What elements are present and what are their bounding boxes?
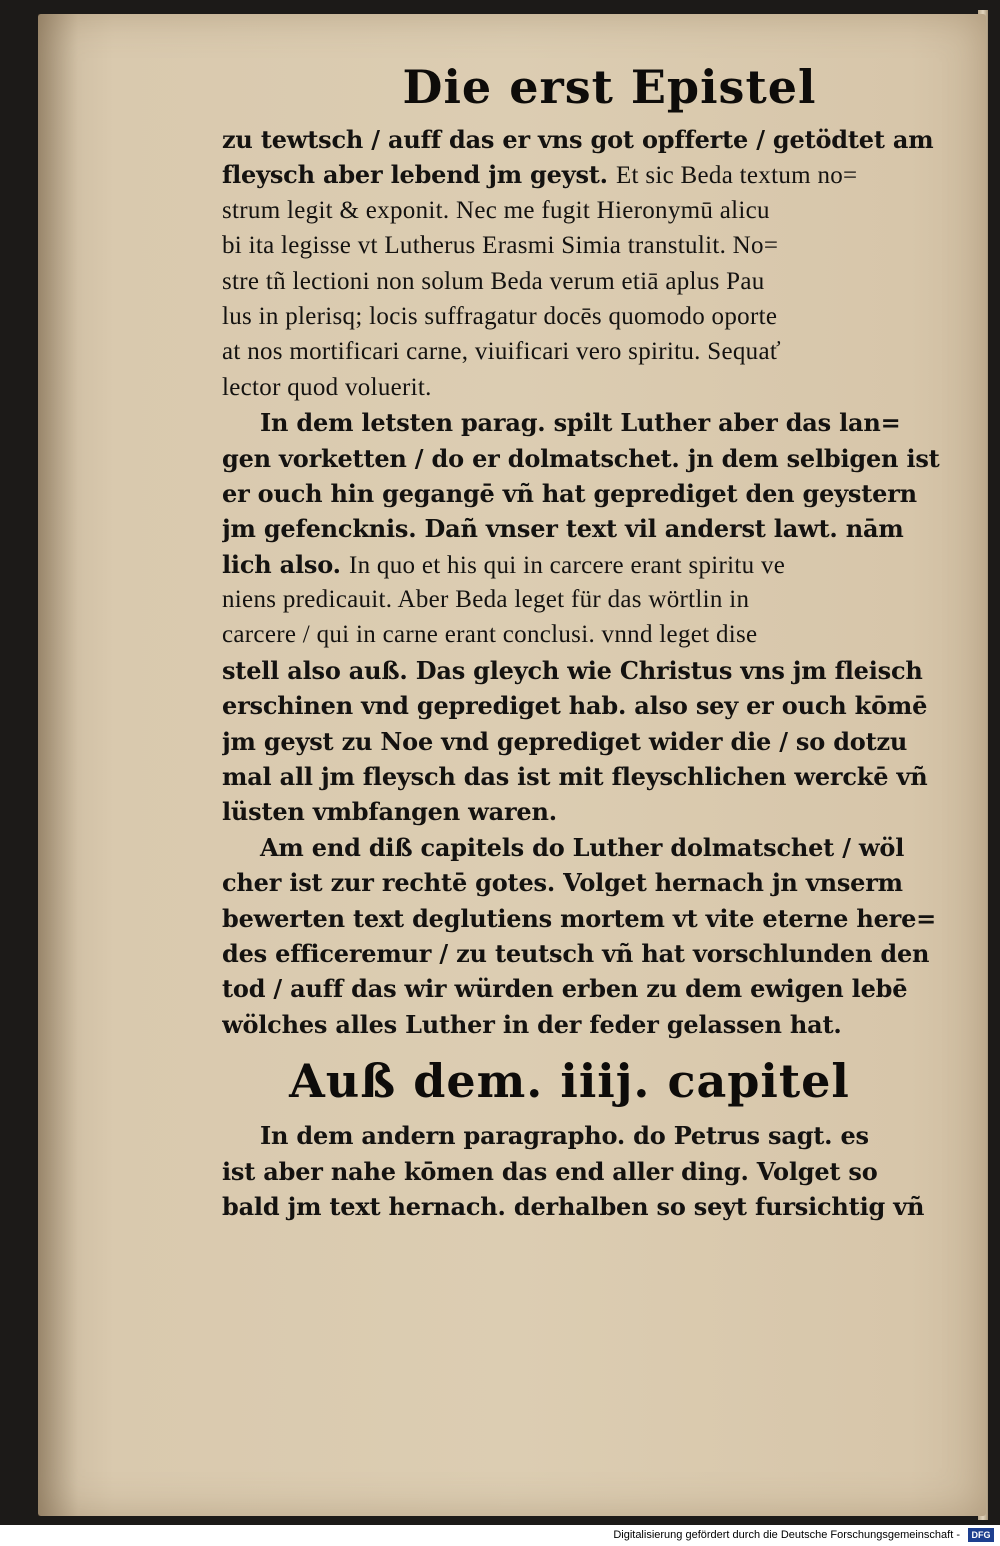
blackletter-text: fleysch aber lebend jm geyst. [222, 160, 608, 190]
final-paragraph [222, 1118, 957, 1224]
text-line [222, 1118, 957, 1153]
paragraph [222, 122, 957, 405]
latin-text: stre tñ lectioni non solum Beda verum etiā aplus Pau [222, 267, 765, 295]
text-line [222, 299, 957, 334]
text-line [222, 264, 957, 299]
text-line [222, 405, 957, 440]
blackletter-text: lich also. [222, 549, 341, 579]
text-line [222, 193, 957, 228]
text-line [222, 511, 957, 546]
text-line [222, 476, 957, 511]
text-line [222, 441, 957, 476]
blackletter-text: In dem andern paragrapho. do Petrus sagt. es [260, 1121, 869, 1151]
dfg-logo: DFG [968, 1528, 994, 1542]
blackletter-text: jm geyst zu Noe vnd geprediget wider die / so dotzu [222, 726, 908, 756]
text-line [222, 865, 957, 900]
blackletter-text: erschinen vnd geprediget hab. also sey er ouch kōmē [222, 691, 928, 721]
latin-text: at nos mortificari carne, viuificari vero spiritu. Sequať [222, 338, 781, 366]
text-line [222, 617, 957, 652]
text-line [222, 1007, 957, 1042]
blackletter-text: mal all jm fleysch das ist mit fleyschlichen werckē vñ [222, 762, 928, 792]
chapter-heading: Auß dem. iiij. capitel [289, 1054, 850, 1109]
text-line [222, 334, 957, 369]
blackletter-text: gen vorketten / do er dolmatschet. jn dem selbigen ist [222, 443, 940, 473]
latin-text: bi ita legisse vt Lutherus Erasmi Simia transtulit. No= [222, 232, 779, 260]
blackletter-text: bewerten text deglutiens mortem vt vite eterne here= [222, 903, 937, 933]
text-line [222, 1189, 957, 1224]
paragraph [222, 830, 957, 1042]
text-line [222, 582, 957, 617]
text-line [222, 971, 957, 1006]
blackletter-text: des efficeremur / zu teutsch vñ hat vorschlunden den [222, 938, 930, 968]
text-line [222, 794, 957, 829]
text-line [222, 157, 957, 192]
latin-text: carcere / qui in carne erant conclusi. vnnd leget dise [222, 621, 758, 649]
blackletter-text: zu tewtsch / auff das er vns got opfferte / getödtet am [222, 125, 934, 154]
blackletter-text: er ouch hin gegangē vñ hat geprediget den geystern [222, 478, 917, 508]
blackletter-text: tod / auff das wir würden erben zu dem ewigen lebē [222, 974, 908, 1004]
blackletter-text: jm gefencknis. Dañ vnser text vil anderst lawt. nām [222, 514, 904, 544]
footer-credit: Digitalisierung gefördert durch die Deutsche Forschungsgemeinschaft - [613, 1529, 960, 1541]
text-line [222, 936, 957, 971]
text-line [222, 547, 957, 582]
latin-text: In quo et his qui in carcere erant spiritu ve [348, 551, 786, 579]
text-line [222, 830, 957, 865]
blackletter-text: wölches alles Luther in der feder gelassen hat. [222, 1009, 842, 1039]
paragraphs [222, 122, 957, 1042]
page-text [222, 52, 957, 1224]
paragraph [222, 405, 957, 830]
latin-text: lector quod voluerit. [222, 373, 432, 401]
text-line [222, 228, 957, 263]
blackletter-text: stell also auß. Das gleych wie Christus vns jm fleisch [222, 655, 923, 685]
latin-text: strum legit & exponit. Nec me fugit Hieronymū alicu [222, 196, 770, 224]
text-line [222, 724, 957, 759]
blackletter-text: lüsten vmbfangen waren. [222, 797, 557, 827]
latin-text: Et sic Beda textum no= [615, 162, 858, 190]
text-line [222, 653, 957, 688]
blackletter-text: cher ist zur rechtē gotes. Volget hernach jn vnserm [222, 868, 903, 898]
footer-bar [0, 1525, 1000, 1546]
text-line [222, 688, 957, 723]
latin-text: lus in plerisq; locis suffragatur docēs quomodo oporte [222, 302, 778, 330]
text-line [222, 370, 957, 405]
blackletter-text: Am end diß capitels do Luther dolmatschet / wöl [260, 832, 905, 862]
text-line [222, 122, 957, 157]
text-line [222, 1154, 957, 1189]
blackletter-text: In dem letsten parag. spilt Luther aber das lan= [260, 408, 901, 438]
text-line [222, 759, 957, 794]
latin-text: niens predicauit. Aber Beda leget für das wörtlin in [222, 586, 750, 614]
text-line [222, 901, 957, 936]
blackletter-text: bald jm text hernach. derhalben so seyt fursichtig vñ [222, 1191, 925, 1221]
running-heading: Die erst Epistel [402, 60, 817, 114]
blackletter-text: ist aber nahe kōmen das end aller ding. Volget so [222, 1156, 878, 1186]
gutter-shadow [38, 14, 78, 1516]
